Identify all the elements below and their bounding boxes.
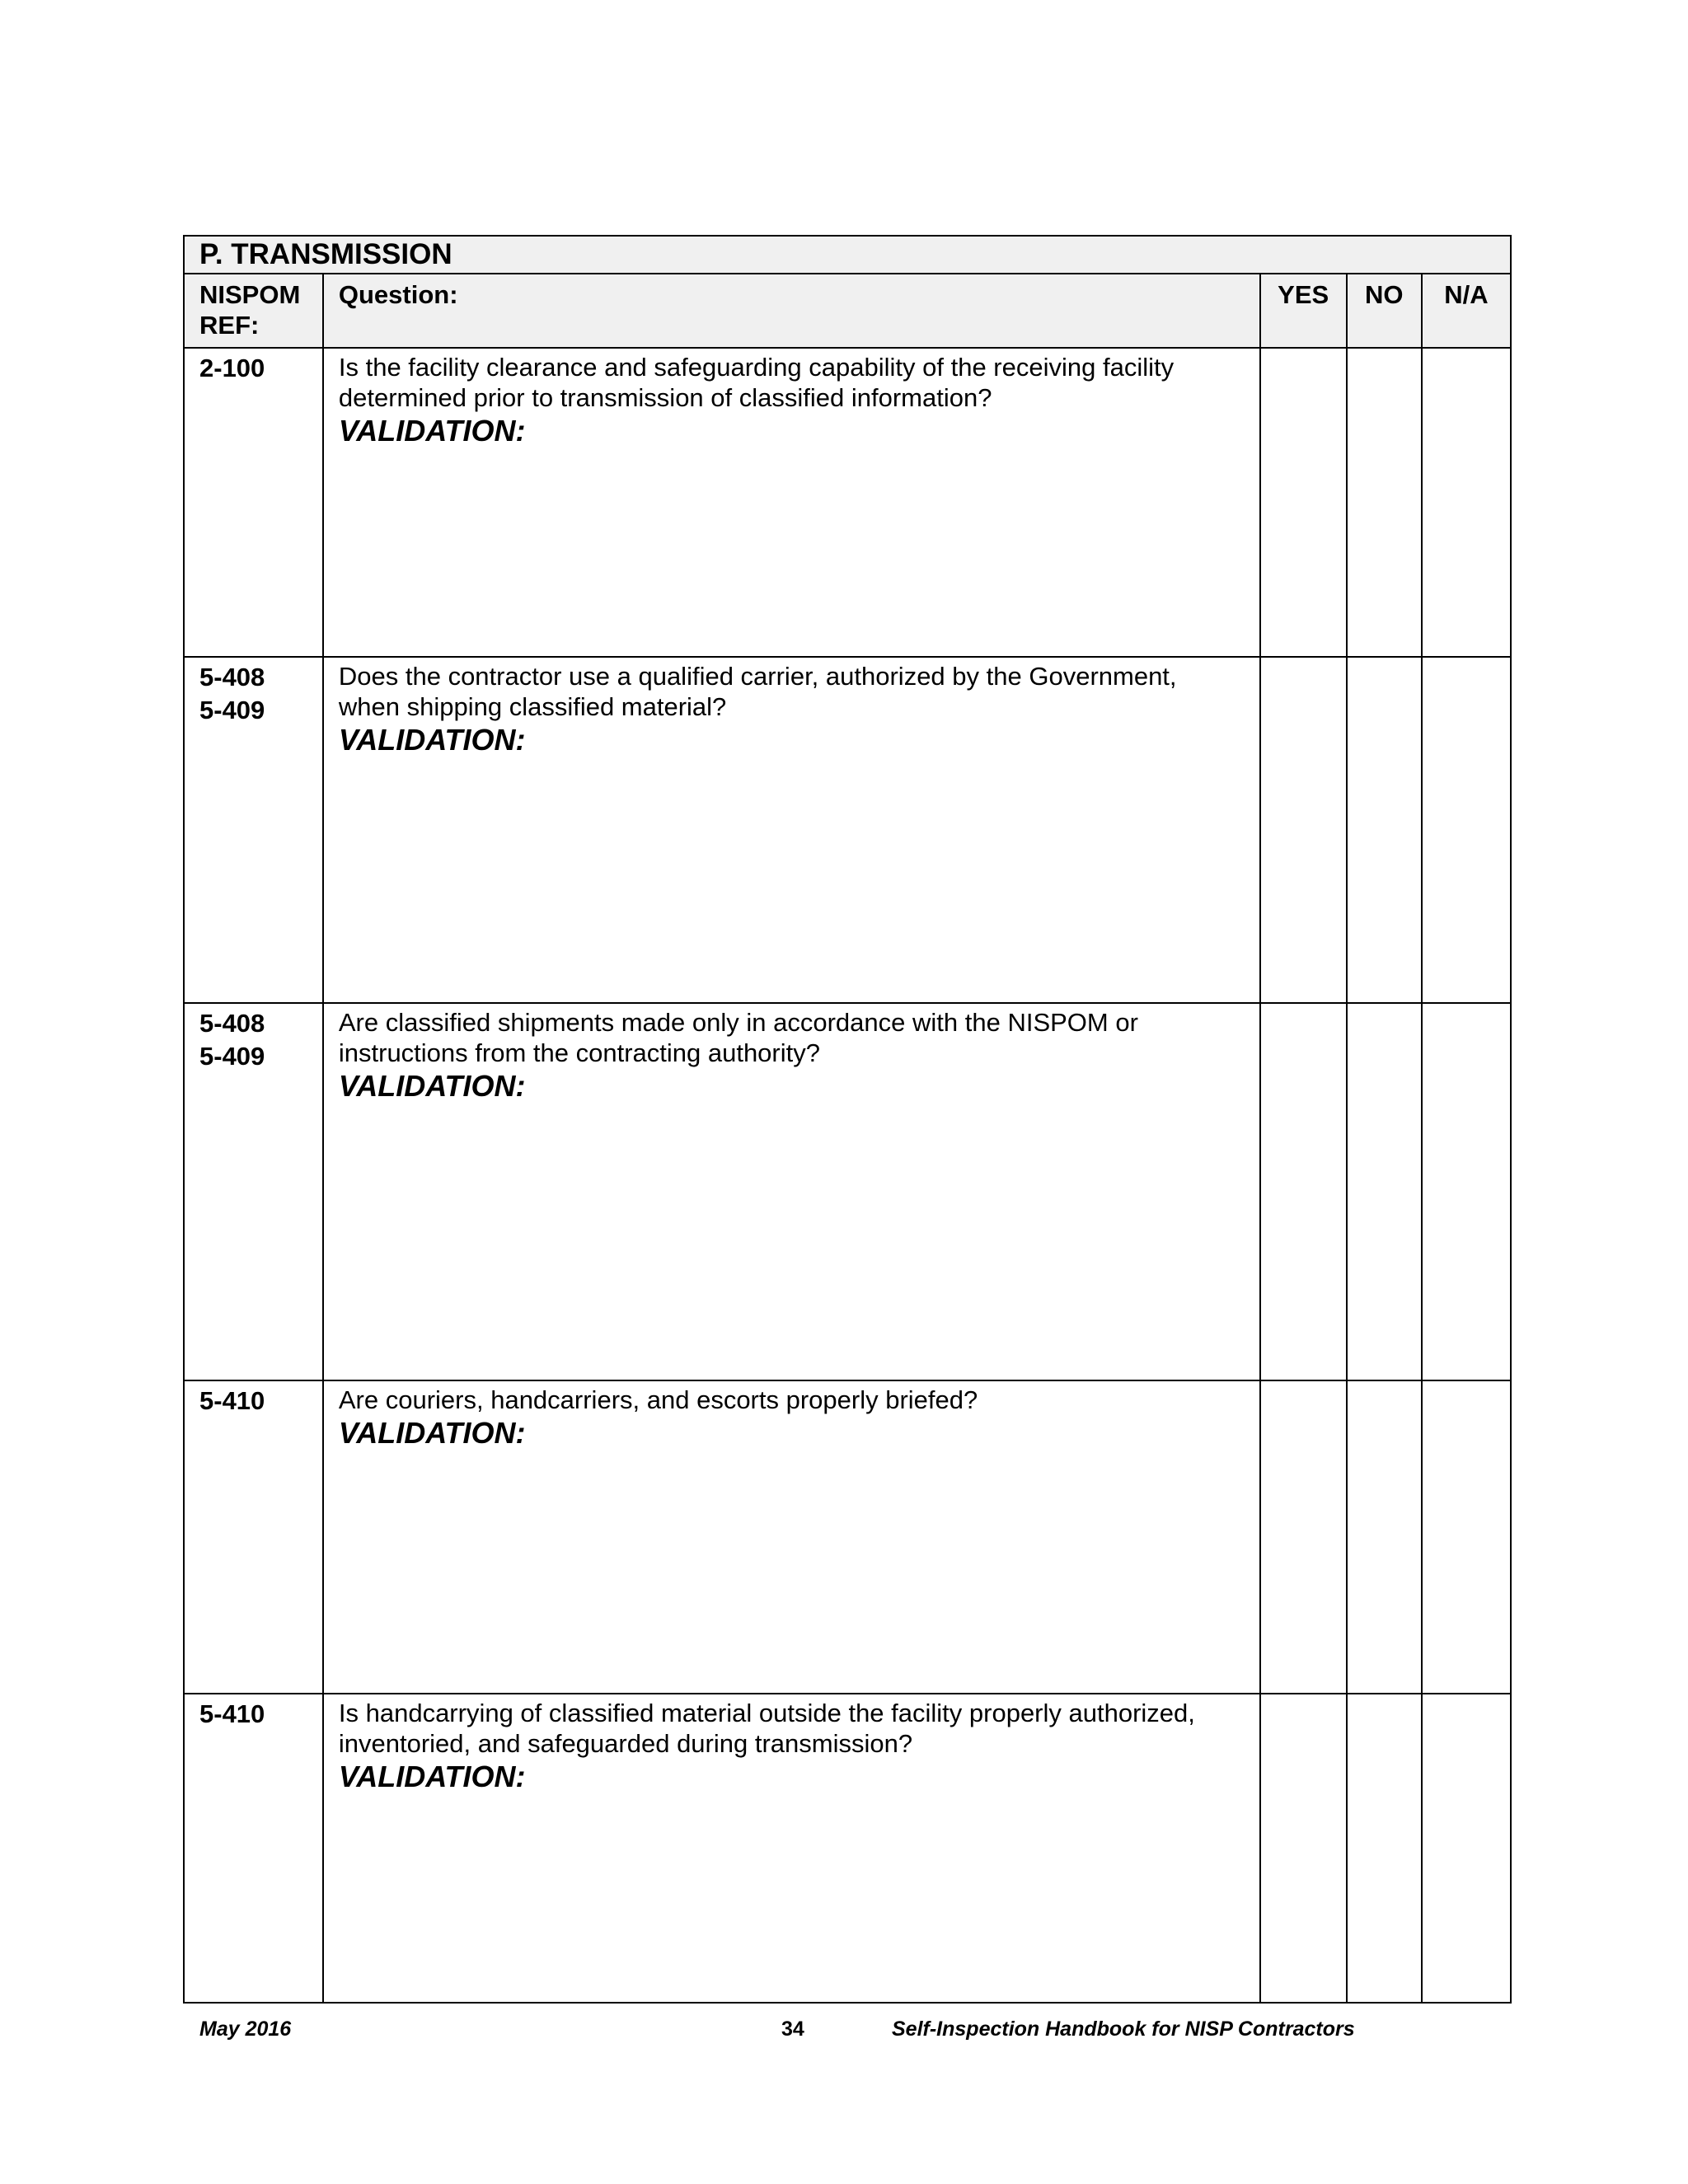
yes-answer-cell[interactable]: [1260, 1003, 1347, 1380]
footer-document-title: Self-Inspection Handbook for NISP Contractors: [892, 2018, 1355, 2041]
validation-label: VALIDATION:: [338, 1069, 526, 1103]
table-row: [184, 1003, 1511, 1380]
ref-cell: [184, 348, 323, 657]
table-row: [184, 1380, 1511, 1694]
question-text: Is the facility clearance and safeguarding capability of the receiving facility determined prior to transmission of classified information?: [338, 353, 1175, 412]
ref-cell: [184, 1380, 323, 1694]
ref-number: 5-409: [199, 1042, 265, 1071]
yes-answer-cell[interactable]: [1260, 1380, 1347, 1694]
yes-answer-cell[interactable]: [1260, 657, 1347, 1003]
ref-cell: [184, 657, 323, 1003]
question-cell: [323, 1003, 1260, 1380]
header-question: Question:: [323, 274, 1260, 348]
question-cell: [323, 348, 1260, 657]
ref-number: 5-408: [199, 1009, 265, 1038]
section-title-row: [184, 236, 1511, 274]
transmission-checklist-table: [183, 235, 1512, 2004]
question-text: Does the contractor use a qualified carrier, authorized by the Government, when shipping classified material?: [338, 662, 1177, 721]
no-answer-cell[interactable]: [1347, 1694, 1422, 2003]
validation-label: VALIDATION:: [338, 723, 526, 757]
section-title: P. TRANSMISSION: [184, 236, 1511, 274]
na-answer-cell[interactable]: [1422, 1003, 1511, 1380]
table-row: [184, 1694, 1511, 2003]
na-answer-cell[interactable]: [1422, 657, 1511, 1003]
header-row: [184, 274, 1511, 348]
validation-label: VALIDATION:: [338, 414, 526, 448]
ref-cell: [184, 1694, 323, 2003]
question-cell: [323, 1694, 1260, 2003]
footer-page-number: 34: [781, 2018, 804, 2041]
na-answer-cell[interactable]: [1422, 1694, 1511, 2003]
ref-number: 5-408: [199, 663, 265, 691]
question-text: Are couriers, handcarriers, and escorts properly briefed?: [338, 1385, 978, 1414]
ref-cell: [184, 1003, 323, 1380]
ref-number: 5-410: [199, 1699, 265, 1728]
ref-number: 2-100: [199, 354, 265, 382]
question-text: Is handcarrying of classified material outside the facility properly authorized, inventoried, and safeguarded during transmission?: [338, 1699, 1195, 1758]
validation-label: VALIDATION:: [338, 1760, 526, 1793]
no-answer-cell[interactable]: [1347, 1003, 1422, 1380]
na-answer-cell[interactable]: [1422, 348, 1511, 657]
question-text: Are classified shipments made only in accordance with the NISPOM or instructions from the contracting authority?: [338, 1008, 1138, 1067]
header-yes: YES: [1260, 274, 1347, 348]
no-answer-cell[interactable]: [1347, 1380, 1422, 1694]
na-answer-cell[interactable]: [1422, 1380, 1511, 1694]
ref-number: 5-409: [199, 696, 265, 724]
yes-answer-cell[interactable]: [1260, 348, 1347, 657]
ref-number: 5-410: [199, 1386, 265, 1415]
header-ref: NISPOM REF:: [184, 274, 323, 348]
question-cell: [323, 1380, 1260, 1694]
no-answer-cell[interactable]: [1347, 657, 1422, 1003]
table-row: [184, 348, 1511, 657]
footer-date: May 2016: [199, 2018, 292, 2041]
header-no: NO: [1347, 274, 1422, 348]
no-answer-cell[interactable]: [1347, 348, 1422, 657]
question-cell: [323, 657, 1260, 1003]
table-row: [184, 657, 1511, 1003]
validation-label: VALIDATION:: [338, 1416, 526, 1450]
yes-answer-cell[interactable]: [1260, 1694, 1347, 2003]
header-na: N/A: [1422, 274, 1511, 348]
